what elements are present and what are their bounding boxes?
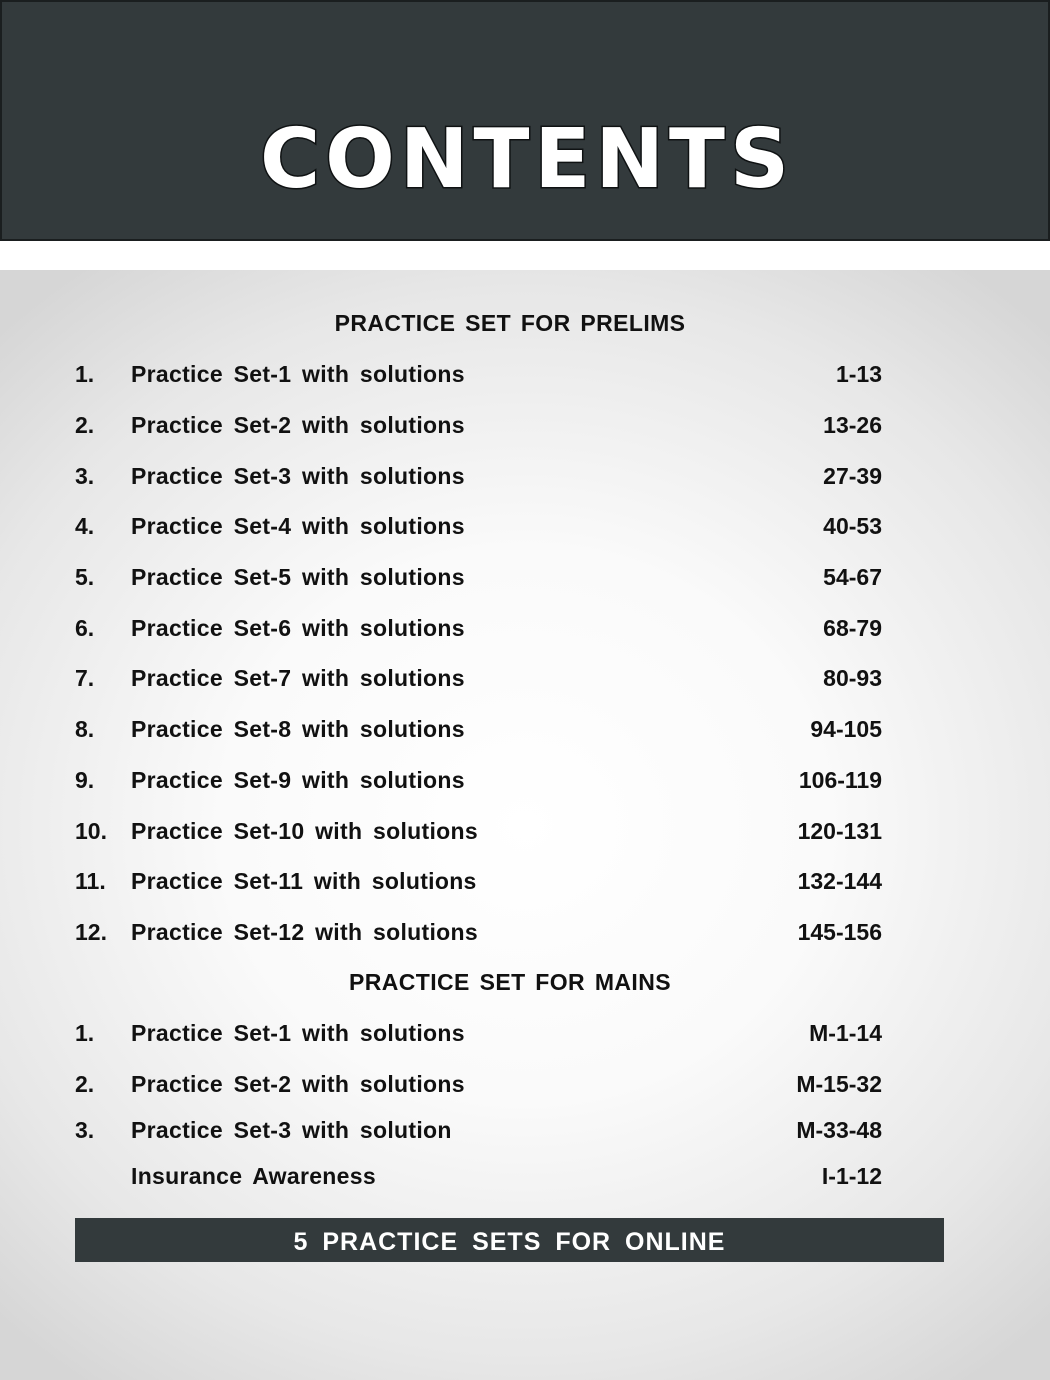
toc-pages: 68-79 (823, 615, 882, 641)
toc-number: 2. (75, 412, 95, 438)
toc-title: Practice Set-9 with solutions (131, 767, 465, 793)
toc-pages: 145-156 (797, 919, 882, 945)
toc-row-mains-1 (0, 1017, 1050, 1049)
toc-pages: 54-67 (823, 564, 882, 590)
toc-number: 3. (75, 1117, 95, 1143)
toc-row-prelims-11 (0, 865, 1050, 897)
toc-number: 2. (75, 1071, 95, 1097)
toc-number: 6. (75, 615, 95, 641)
toc-pages: M-33-48 (796, 1117, 882, 1143)
toc-row-prelims-4 (0, 510, 1050, 542)
toc-title: Practice Set-2 with solutions (131, 1071, 465, 1097)
toc-title: Practice Set-3 with solution (131, 1117, 452, 1143)
online-sets-banner (75, 1218, 944, 1262)
toc-row-prelims-8 (0, 713, 1050, 745)
toc-number: 7. (75, 665, 95, 691)
toc-title: Practice Set-1 with solutions (131, 1020, 465, 1046)
header-band (0, 0, 1050, 241)
toc-number: 10. (75, 818, 107, 844)
toc-title: Practice Set-1 with solutions (131, 361, 465, 387)
toc-title: Practice Set-4 with solutions (131, 513, 465, 539)
toc-title: Practice Set-7 with solutions (131, 665, 465, 691)
toc-title: Practice Set-6 with solutions (131, 615, 465, 641)
toc-pages: 120-131 (797, 818, 882, 844)
toc-number: 8. (75, 716, 95, 742)
toc-title: Practice Set-2 with solutions (131, 412, 465, 438)
toc-title: Practice Set-11 with solutions (131, 868, 477, 894)
toc-row-insurance (0, 1160, 1050, 1192)
toc-pages: I-1-12 (821, 1163, 882, 1189)
toc-title: Practice Set-10 with solutions (131, 818, 478, 844)
toc-number: 11. (75, 868, 106, 894)
toc-title: Practice Set-3 with solutions (131, 463, 465, 489)
toc-pages: 132-144 (797, 868, 882, 894)
toc-row-prelims-12 (0, 916, 1050, 948)
toc-number: 1. (75, 1020, 95, 1046)
toc-row-prelims-7 (0, 662, 1050, 694)
toc-pages: 80-93 (823, 665, 882, 691)
toc-pages: 106-119 (798, 767, 882, 793)
toc-row-prelims-3 (0, 460, 1050, 492)
toc-pages: 40-53 (823, 513, 882, 539)
toc-row-prelims-10 (0, 815, 1050, 847)
online-sets-label: 5 PRACTICE SETS FOR ONLINE (293, 1228, 726, 1256)
toc-pages: 13-26 (823, 412, 882, 438)
toc-number: 3. (75, 463, 95, 489)
toc-row-prelims-2 (0, 409, 1050, 441)
page-title: CONTENTS (259, 112, 795, 207)
toc-row-prelims-9 (0, 764, 1050, 796)
section-heading-mains: PRACTICE SET FOR MAINS (349, 969, 671, 995)
toc-row-mains-2 (0, 1068, 1050, 1100)
toc-row-prelims-1 (0, 358, 1050, 390)
toc-title: Insurance Awareness (131, 1163, 376, 1189)
toc-pages: 27-39 (823, 463, 882, 489)
toc-title: Practice Set-8 with solutions (131, 716, 465, 742)
toc-pages: M-1-14 (809, 1020, 882, 1046)
toc-number: 9. (75, 767, 95, 793)
toc-number: 12. (75, 919, 107, 945)
toc-row-prelims-6 (0, 612, 1050, 644)
toc-title: Practice Set-5 with solutions (131, 564, 465, 590)
toc-row-mains-3 (0, 1114, 1050, 1146)
toc-number: 1. (75, 361, 95, 387)
toc-pages: 94-105 (810, 716, 882, 742)
toc-pages: 1-13 (835, 361, 882, 387)
toc-number: 5. (75, 564, 95, 590)
section-heading-prelims: PRACTICE SET FOR PRELIMS (334, 310, 686, 336)
toc-number: 4. (75, 513, 95, 539)
toc-pages: M-15-32 (796, 1071, 882, 1097)
toc-row-prelims-5 (0, 561, 1050, 593)
toc-title: Practice Set-12 with solutions (131, 919, 478, 945)
